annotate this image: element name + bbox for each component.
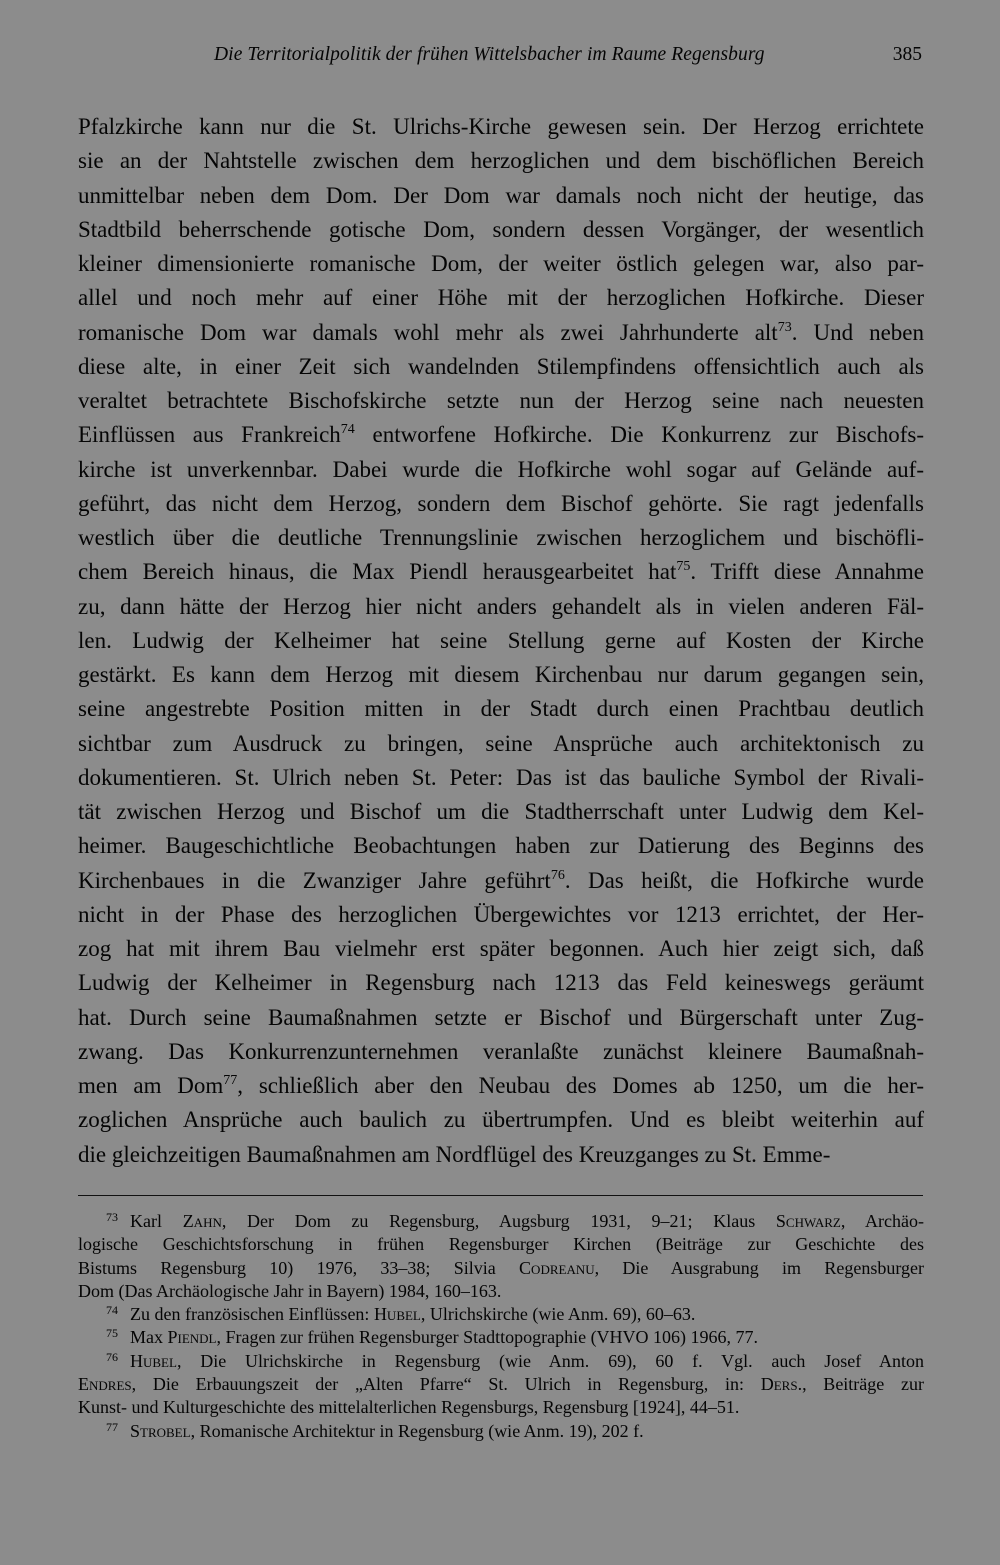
text-segment: geführt, das nicht dem Herzog, sondern dem Bischof gehörte. Sie ragt jedenfalls <box>78 490 924 516</box>
text-segment: tät zwischen Herzog und Bischof um die Stadtherrschaft unter Ludwig dem Kel- <box>78 799 924 824</box>
footnote-reference[interactable]: 74 <box>340 422 355 438</box>
text-line <box>78 281 924 315</box>
text-segment: Ludwig der Kelheimer in Regensburg nach 1213 das Feld keineswegs geräumt <box>78 970 924 996</box>
text-segment: unmittelbar neben dem Dom. Der Dom war damals noch nicht der heutige, das <box>78 182 924 208</box>
text-line <box>78 144 924 178</box>
text-segment: veraltet betrachtete Bischofskirche setzte nun der Herzog seine nach neuesten <box>78 388 924 413</box>
text-line <box>78 418 924 452</box>
text-segment: entworfene Hofkirche. Die Konkurrenz zur Bischofs- <box>354 422 925 448</box>
text-line <box>78 350 924 384</box>
footnote-number: 75 <box>106 1326 118 1341</box>
text-segment: seine angestrebte Position mitten in der Stadt durch einen Prachtbau deutlich <box>78 696 924 722</box>
text-segment: men am Dom <box>78 1073 224 1098</box>
body-text <box>78 110 924 1172</box>
text-segment: dokumentieren. St. Ulrich neben St. Peter: Das ist das bauliche Symbol der Rivali- <box>78 764 924 790</box>
text-segment: . Das heißt, die Hofkirche wurde <box>564 867 924 893</box>
footnote-text: logische Geschichtsforschung in frühen Regensburger Kirchen (Beiträge zur Geschichte des <box>78 1234 924 1255</box>
footnote-line <box>78 1280 924 1303</box>
footnote-line <box>78 1326 924 1349</box>
text-segment: Kirchenbaues in die Zwanziger Jahre geführt <box>78 867 551 893</box>
footnote-text: Bistums Regensburg 10) 1976, 33–38; Silvia Codreanu, Die Ausgrabung im Regensburger <box>78 1257 924 1278</box>
text-segment: sie an der Nahtstelle zwischen dem herzoglichen und dem bischöflichen Bereich <box>78 148 924 174</box>
text-segment: . Trifft diese Annahme <box>690 559 924 585</box>
text-line <box>78 179 924 213</box>
text-segment: hat. Durch seine Baumaßnahmen setzte er Bischof und Bürgerschaft unter Zug- <box>78 1004 924 1030</box>
footnote-number: 74 <box>106 1303 118 1318</box>
footnote-line <box>78 1373 924 1396</box>
text-segment: , schließlich aber den Neubau des Domes ab 1250, um die her- <box>237 1073 924 1098</box>
text-line <box>78 658 924 692</box>
text-line <box>78 1001 924 1035</box>
text-line <box>78 487 924 521</box>
footnote-line <box>78 1350 924 1373</box>
text-line <box>78 624 924 658</box>
footnote-text: Kunst- und Kulturgeschichte des mittelalterlichen Regensburgs, Regensburg [1924], 44–51. <box>78 1397 740 1418</box>
text-segment: . Und neben <box>791 319 924 345</box>
footnote-text: Hubel, Die Ulrichskirche in Regensburg (wie Anm. 69), 60 f. Vgl. auch Josef Anton <box>130 1350 924 1371</box>
footnote-text: Endres, Die Erbauungszeit der „Alten Pfarre“ St. Ulrich in Regensburg, in: Ders., Beiträge zur <box>78 1374 924 1395</box>
text-segment: kleiner dimensionierte romanische Dom, der weiter östlich gelegen war, also par- <box>78 251 924 276</box>
text-segment: allel und noch mehr auf einer Höhe mit der herzoglichen Hofkirche. Dieser <box>78 285 924 311</box>
text-segment: chem Bereich hinaus, die Max Piendl herausgearbeitet hat <box>78 559 677 585</box>
text-line <box>78 316 924 350</box>
text-segment: kirche ist unverkennbar. Dabei wurde die Hofkirche wohl sogar auf Gelände auf- <box>78 456 924 482</box>
text-line <box>78 213 924 247</box>
running-title: Die Territorialpolitik der frühen Wittelsbacher im Raume Regensburg <box>214 44 765 65</box>
footnote-text: Strobel, Romanische Architektur in Regensburg (wie Anm. 19), 202 f. <box>130 1420 644 1441</box>
footnote-text: Karl Zahn, Der Dom zu Regensburg, Augsburg 1931, 9–21; Klaus Schwarz, Archäo- <box>130 1211 924 1231</box>
text-segment: Einflüssen aus Frankreich <box>78 422 341 448</box>
footnote-reference[interactable]: 77 <box>223 1073 238 1088</box>
footnote-line <box>78 1233 924 1256</box>
footnotes <box>78 1210 924 1443</box>
text-segment: diese alte, in einer Zeit sich wandelnden Stilempfindens offensichtlich auch als <box>78 353 924 379</box>
text-segment: die gleichzeitigen Baumaßnahmen am Nordflügel des Kreuzganges zu St. Emme- <box>78 1141 831 1167</box>
text-line <box>78 966 924 1000</box>
text-line <box>78 727 924 761</box>
footnote-text: Max Piendl, Fragen zur frühen Regensburger Stadttopographie (VHVO 106) 1966, 77. <box>130 1327 759 1348</box>
footnote-line <box>78 1257 924 1280</box>
text-line <box>78 864 924 898</box>
text-line <box>78 692 924 726</box>
footnote-reference[interactable]: 76 <box>550 867 565 883</box>
footnote-line <box>78 1210 924 1233</box>
text-segment: Pfalzkirche kann nur die St. Ulrichs-Kirche gewesen sein. Der Herzog errichtete <box>78 114 924 139</box>
running-header <box>78 44 924 74</box>
footnote-number: 76 <box>106 1349 118 1364</box>
footnote-text: Dom (Das Archäologische Jahr in Bayern) 1984, 160–163. <box>78 1280 502 1301</box>
text-segment: zoglichen Ansprüche auch baulich zu übertrumpfen. Und es bleibt weiterhin auf <box>78 1107 924 1133</box>
text-segment: Stadtbild beherrschende gotische Dom, sondern dessen Vorgänger, der wesentlich <box>78 216 924 242</box>
text-line <box>78 1103 924 1137</box>
text-line <box>78 795 924 829</box>
text-segment: len. Ludwig der Kelheimer hat seine Stellung gerne auf Kosten der Kirche <box>78 627 924 653</box>
footnote-number: 77 <box>106 1419 118 1434</box>
text-line <box>78 555 924 589</box>
text-line <box>78 1138 924 1172</box>
text-segment: sichtbar zum Ausdruck zu bringen, seine Ansprüche auch architektonisch zu <box>78 730 924 756</box>
footnote-reference[interactable]: 73 <box>777 319 792 335</box>
footnote-text: Zu den französischen Einflüssen: Hubel, Ulrichskirche (wie Anm. 69), 60–63. <box>130 1304 696 1325</box>
text-line <box>78 1069 924 1103</box>
text-line <box>78 453 924 487</box>
text-line <box>78 110 924 144</box>
text-segment: zog hat mit ihrem Bau vielmehr erst später begonnen. Auch hier zeigt sich, daß <box>78 936 924 961</box>
text-line <box>78 829 924 863</box>
text-line <box>78 521 924 555</box>
text-segment: gestärkt. Es kann dem Herzog mit diesem Kirchenbau nur darum gegangen sein, <box>78 662 924 687</box>
text-segment: heimer. Baugeschichtliche Beobachtungen haben zur Datierung des Beginns des <box>78 833 924 859</box>
text-line <box>78 898 924 932</box>
text-line <box>78 384 924 418</box>
footnote-number: 73 <box>106 1210 118 1224</box>
text-segment: zwang. Das Konkurrenzunternehmen veranlaßte zunächst kleinere Baumaßnah- <box>78 1038 924 1064</box>
text-line <box>78 1035 924 1069</box>
text-line <box>78 590 924 624</box>
footnote-divider <box>78 1195 923 1196</box>
text-segment: nicht in der Phase des herzoglichen Übergewichtes vor 1213 errichtet, der Her- <box>78 901 924 927</box>
footnote-line <box>78 1396 924 1419</box>
footnote-reference[interactable]: 75 <box>676 559 691 575</box>
footnote-line <box>78 1303 924 1326</box>
text-line <box>78 247 924 281</box>
text-line <box>78 761 924 795</box>
footnote-line <box>78 1420 924 1443</box>
text-segment: zu, dann hätte der Herzog hier nicht anders gehandelt als in vielen anderen Fäl- <box>78 593 924 619</box>
page-number: 385 <box>892 44 922 65</box>
text-segment: romanische Dom war damals wohl mehr als zwei Jahrhunderte alt <box>78 319 778 345</box>
text-line <box>78 932 924 966</box>
text-segment: westlich über die deutliche Trennungslinie zwischen herzoglichem und bischöfli- <box>78 525 924 550</box>
